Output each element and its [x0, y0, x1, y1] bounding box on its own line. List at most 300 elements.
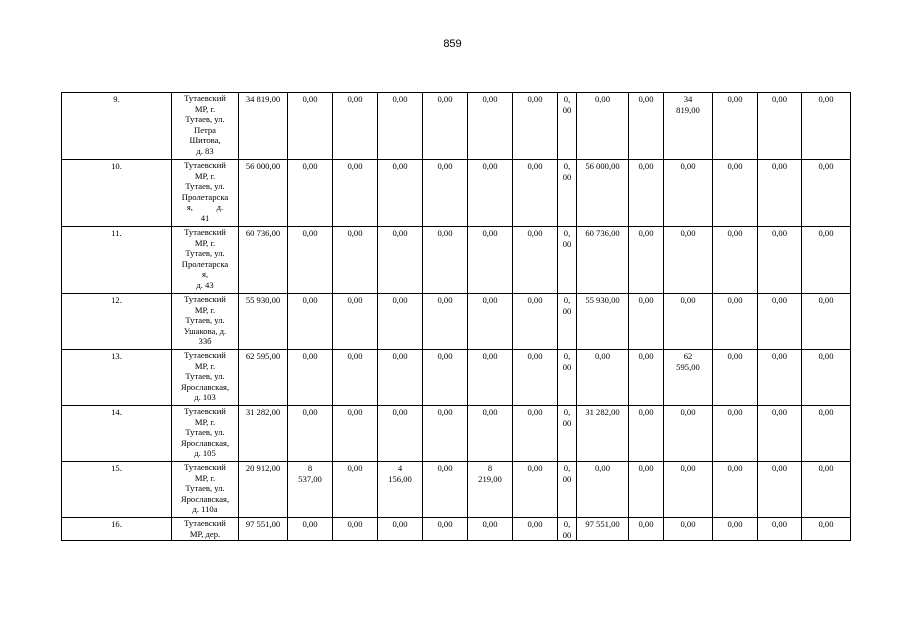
amount-line: 34 819,00 — [245, 94, 281, 104]
amount-cell — [468, 518, 513, 541]
amount-cell — [423, 406, 468, 462]
amount-line: 0,00 — [680, 519, 696, 529]
amount-cell — [629, 518, 664, 541]
amount-cell — [629, 406, 664, 462]
amount-line: 0,00 — [347, 519, 363, 529]
amount-line: 0,00 — [392, 295, 408, 305]
row-number: 14. — [111, 407, 122, 417]
amount-cell — [713, 518, 758, 541]
amount-cell — [333, 160, 378, 227]
amount-line: 219,00 — [478, 473, 502, 484]
amount-line: 0,00 — [594, 351, 611, 361]
amount-cell — [423, 227, 468, 294]
row-number-cell — [62, 160, 172, 227]
amount-cell — [333, 462, 378, 518]
amount-cell — [513, 227, 558, 294]
amount-line: 0, — [563, 94, 571, 104]
amount-cell — [333, 227, 378, 294]
amount-line: 0,00 — [818, 407, 834, 417]
amount-cell — [378, 518, 423, 541]
address-cell — [172, 294, 239, 350]
amount-line: 0,00 — [437, 351, 453, 361]
amount-line: 0,00 — [392, 94, 408, 104]
amount-line: 4 — [397, 463, 403, 473]
amount-cell — [513, 160, 558, 227]
amount-line: 60 736,00 — [585, 228, 620, 238]
amount-line: 156,00 — [388, 473, 412, 484]
amount-line: 0,00 — [727, 519, 743, 529]
amount-cell — [558, 350, 577, 406]
amount-line: 0,00 — [638, 295, 654, 305]
amount-cell — [713, 294, 758, 350]
row-number: 9. — [113, 94, 120, 104]
amount-cell — [629, 93, 664, 160]
amount-line: 0,00 — [347, 407, 363, 417]
table-row — [62, 227, 851, 294]
address-cell — [172, 518, 239, 541]
amount-line: 8 — [487, 463, 493, 473]
amount-cell — [713, 462, 758, 518]
amount-line: 55 930,00 — [585, 295, 620, 305]
address-line: Пролетарска — [181, 191, 229, 202]
amount-cell — [239, 462, 288, 518]
address-line: Ушакова, д. — [183, 325, 227, 336]
amount-line: 0, — [563, 295, 571, 305]
amount-cell — [468, 93, 513, 160]
amount-line: 0,00 — [638, 519, 654, 529]
amount-cell — [333, 406, 378, 462]
amount-cell — [664, 294, 713, 350]
amount-cell — [558, 160, 577, 227]
amount-cell — [577, 160, 629, 227]
amount-cell — [664, 350, 713, 406]
amount-cell — [239, 350, 288, 406]
amount-line: 0,00 — [527, 228, 543, 238]
amount-cell — [577, 406, 629, 462]
address-line: Тутаев, ул. — [185, 114, 225, 125]
amount-line: 0,00 — [392, 161, 408, 171]
address-line: д. 105 — [194, 448, 216, 459]
amount-cell — [513, 350, 558, 406]
amount-line: 0,00 — [482, 407, 498, 417]
amount-line: 97 551,00 — [245, 519, 281, 529]
amount-cell — [378, 227, 423, 294]
address-line: Тутаев, ул. — [185, 483, 225, 494]
amount-cell — [629, 462, 664, 518]
amount-line: 0,00 — [771, 351, 788, 361]
amount-line: 0,00 — [392, 228, 408, 238]
amount-line: 0,00 — [302, 94, 318, 104]
amount-line: 0,00 — [771, 519, 788, 529]
amount-cell — [378, 406, 423, 462]
amount-cell — [558, 462, 577, 518]
amount-cell — [802, 294, 851, 350]
amount-cell — [802, 227, 851, 294]
amount-line: 0,00 — [482, 228, 498, 238]
amount-cell — [513, 518, 558, 541]
amount-line: 0,00 — [482, 94, 498, 104]
row-number: 10. — [111, 161, 122, 171]
amount-cell — [468, 350, 513, 406]
address-line: Тутаев, ул. — [185, 181, 225, 192]
amount-line: 0,00 — [437, 228, 453, 238]
amount-cell — [758, 227, 802, 294]
address-cell — [172, 462, 239, 518]
amount-line: 0,00 — [527, 463, 543, 473]
table-row — [62, 294, 851, 350]
address-line: д. 83 — [196, 145, 214, 156]
amount-line: 0,00 — [437, 463, 453, 473]
amount-line: 00 — [562, 171, 572, 182]
table-row — [62, 462, 851, 518]
address-line: МР, дер. — [189, 528, 221, 539]
amount-line: 0,00 — [818, 463, 834, 473]
amount-cell — [664, 462, 713, 518]
amount-cell — [288, 406, 333, 462]
amount-cell — [333, 93, 378, 160]
amount-line: 31 282,00 — [245, 407, 281, 417]
address-cell — [172, 227, 239, 294]
amount-cell — [758, 350, 802, 406]
amount-line: 34 — [683, 94, 693, 104]
amount-cell — [713, 93, 758, 160]
amount-line: 595,00 — [676, 361, 700, 372]
amount-line: 60 736,00 — [245, 228, 281, 238]
page-number: 859 — [443, 38, 462, 50]
amount-cell — [713, 406, 758, 462]
amount-line: 0,00 — [527, 161, 543, 171]
amount-cell — [423, 462, 468, 518]
amount-line: 0,00 — [638, 463, 654, 473]
amount-cell — [423, 294, 468, 350]
address-cell — [172, 406, 239, 462]
amount-cell — [239, 406, 288, 462]
amount-cell — [378, 462, 423, 518]
amount-line: 0,00 — [638, 161, 654, 171]
amount-line: 0,00 — [527, 94, 543, 104]
amount-line: 00 — [562, 305, 572, 316]
amount-line: 56 000,00 — [585, 161, 620, 171]
amount-line: 0,00 — [680, 295, 696, 305]
amount-line: 0,00 — [392, 519, 408, 529]
address-line: Тутаевский — [184, 227, 226, 237]
amount-line: 0,00 — [527, 295, 543, 305]
amount-cell — [664, 227, 713, 294]
row-number: 11. — [111, 228, 122, 238]
row-number-cell — [62, 227, 172, 294]
amount-line: 819,00 — [676, 104, 700, 115]
amount-line: 0, — [563, 519, 571, 529]
amount-line: 0, — [563, 407, 571, 417]
amount-line: 0,00 — [482, 161, 498, 171]
amount-line: 537,00 — [298, 473, 322, 484]
address-line: я, д. — [186, 202, 224, 213]
amount-line: 0, — [563, 463, 571, 473]
address-cell — [172, 93, 239, 160]
row-number: 13. — [111, 351, 122, 361]
amount-line: 0,00 — [818, 94, 834, 104]
amount-line: 0, — [563, 161, 571, 171]
amount-cell — [558, 518, 577, 541]
amount-cell — [378, 160, 423, 227]
amount-cell — [664, 406, 713, 462]
amount-cell — [802, 93, 851, 160]
amount-line: 0,00 — [638, 94, 654, 104]
row-number: 16. — [111, 519, 122, 529]
amount-cell — [802, 462, 851, 518]
amount-cell — [513, 406, 558, 462]
amount-cell — [288, 93, 333, 160]
amount-cell — [629, 294, 664, 350]
amount-cell — [558, 406, 577, 462]
amount-line: 0,00 — [680, 407, 696, 417]
address-line: Тутаевский — [184, 462, 226, 472]
amount-line: 97 551,00 — [585, 519, 620, 529]
amount-line: 0,00 — [818, 519, 834, 529]
amount-cell — [558, 93, 577, 160]
amount-line: 0,00 — [771, 295, 788, 305]
amount-cell — [468, 160, 513, 227]
row-number: 12. — [111, 295, 122, 305]
amount-line: 0,00 — [392, 351, 408, 361]
amount-cell — [713, 350, 758, 406]
amount-line: 0,00 — [638, 407, 654, 417]
amount-line: 0,00 — [302, 228, 318, 238]
amount-line: 0,00 — [437, 161, 453, 171]
amount-cell — [577, 350, 629, 406]
address-line: Тутаевский — [184, 93, 226, 103]
row-number: 15. — [111, 463, 122, 473]
amount-line: 62 — [683, 351, 693, 361]
amount-line: 0,00 — [638, 351, 654, 361]
table-row — [62, 160, 851, 227]
amount-cell — [758, 462, 802, 518]
amount-line: 62 595,00 — [245, 351, 281, 361]
amount-line: 0,00 — [437, 407, 453, 417]
amount-cell — [288, 294, 333, 350]
address-line: Тутаевский — [184, 294, 226, 304]
amount-cell — [239, 227, 288, 294]
amount-line: 31 282,00 — [585, 407, 620, 417]
amount-line: 0,00 — [771, 463, 788, 473]
amount-line: 0,00 — [771, 94, 788, 104]
amount-line: 0,00 — [302, 161, 318, 171]
address-line: МР, г. — [194, 170, 216, 181]
address-line: МР, г. — [194, 237, 216, 248]
address-line: Тутаев, ул. — [185, 248, 225, 259]
amount-cell — [577, 93, 629, 160]
amount-line: 0,00 — [482, 519, 498, 529]
amount-line: 0,00 — [347, 463, 363, 473]
address-line: я, — [201, 269, 209, 280]
amount-line: 0,00 — [818, 161, 834, 171]
amount-cell — [513, 93, 558, 160]
amount-line: 0,00 — [437, 519, 453, 529]
amount-cell — [758, 160, 802, 227]
address-cell — [172, 350, 239, 406]
row-number-cell — [62, 462, 172, 518]
row-number-cell — [62, 406, 172, 462]
amount-cell — [513, 294, 558, 350]
amount-line: 0,00 — [727, 407, 743, 417]
address-line: Петра — [194, 124, 216, 135]
address-line: д. 103 — [194, 392, 216, 403]
amount-cell — [468, 227, 513, 294]
amount-line: 0,00 — [818, 295, 834, 305]
amount-line: 0,00 — [771, 161, 788, 171]
address-line: Ярославская, — [180, 493, 230, 504]
address-line: 33б — [198, 336, 212, 347]
address-line: Ярославская, — [180, 437, 230, 448]
amount-cell — [333, 350, 378, 406]
amount-cell — [468, 462, 513, 518]
amount-line: 00 — [562, 417, 572, 428]
address-line: Тутаевский — [184, 406, 226, 416]
amount-line: 8 — [307, 463, 313, 473]
address-line: Тутаевский — [184, 350, 226, 360]
amount-cell — [713, 227, 758, 294]
amount-line: 0,00 — [347, 161, 363, 171]
amount-cell — [577, 518, 629, 541]
address-line: МР, г. — [194, 472, 216, 483]
amount-cell — [758, 406, 802, 462]
amount-line: 0,00 — [347, 228, 363, 238]
address-line: Тутаев, ул. — [185, 315, 225, 326]
amount-cell — [758, 294, 802, 350]
row-number-cell — [62, 518, 172, 541]
amount-line: 0, — [563, 228, 571, 238]
amount-line: 56 000,00 — [245, 161, 281, 171]
amount-line: 0,00 — [727, 295, 743, 305]
amount-line: 00 — [562, 361, 572, 372]
row-number-cell — [62, 93, 172, 160]
amount-cell — [558, 227, 577, 294]
amount-line: 0,00 — [727, 351, 743, 361]
amount-cell — [577, 227, 629, 294]
amount-cell — [288, 160, 333, 227]
amount-line: 0,00 — [594, 463, 611, 473]
amount-line: 0,00 — [638, 228, 654, 238]
row-number-cell — [62, 350, 172, 406]
amount-cell — [468, 406, 513, 462]
amount-line: 0,00 — [437, 295, 453, 305]
amount-line: 0,00 — [680, 161, 696, 171]
amount-cell — [288, 227, 333, 294]
amount-line: 0,00 — [302, 351, 318, 361]
amount-line: 00 — [562, 104, 572, 115]
amount-line: 0,00 — [302, 295, 318, 305]
amount-cell — [423, 350, 468, 406]
amount-cell — [802, 406, 851, 462]
amount-cell — [423, 518, 468, 541]
amount-line: 0,00 — [482, 351, 498, 361]
amount-line: 0,00 — [482, 295, 498, 305]
amount-cell — [513, 462, 558, 518]
amount-line: 0,00 — [680, 463, 696, 473]
amount-line: 0,00 — [527, 351, 543, 361]
amount-line: 0,00 — [727, 161, 743, 171]
amount-line: 0,00 — [771, 407, 788, 417]
address-line: МР, г. — [194, 304, 216, 315]
amount-cell — [577, 294, 629, 350]
amount-cell — [629, 227, 664, 294]
address-line: МР, г. — [194, 416, 216, 427]
amount-cell — [664, 160, 713, 227]
amount-cell — [802, 350, 851, 406]
amount-line: 0,00 — [527, 407, 543, 417]
amount-cell — [378, 93, 423, 160]
address-line: Тутаевский — [184, 160, 226, 170]
amount-cell — [629, 160, 664, 227]
amount-cell — [239, 518, 288, 541]
address-line: Ярославская, — [180, 381, 230, 392]
amount-line: 0,00 — [527, 519, 543, 529]
amount-cell — [802, 518, 851, 541]
address-line: д. 110а — [192, 504, 218, 515]
amount-cell — [558, 294, 577, 350]
address-line: д. 43 — [196, 279, 214, 290]
address-line: Шитова, — [189, 135, 221, 146]
amount-line: 0,00 — [818, 228, 834, 238]
amount-line: 00 — [562, 529, 572, 540]
address-line: Тутаев, ул. — [185, 427, 225, 438]
amount-line: 0,00 — [727, 94, 743, 104]
amount-cell — [758, 93, 802, 160]
amount-cell — [468, 294, 513, 350]
address-line: Тутаевский — [184, 518, 226, 528]
address-cell — [172, 160, 239, 227]
address-line: МР, г. — [194, 103, 216, 114]
amount-line: 0,00 — [594, 94, 611, 104]
amount-cell — [239, 294, 288, 350]
amount-cell — [577, 462, 629, 518]
amount-line: 0,00 — [302, 407, 318, 417]
amount-cell — [378, 350, 423, 406]
address-line: Тутаев, ул. — [185, 371, 225, 382]
amount-line: 0,00 — [727, 463, 743, 473]
amount-cell — [664, 93, 713, 160]
amount-line: 0,00 — [392, 407, 408, 417]
amount-line: 0,00 — [347, 94, 363, 104]
amount-cell — [802, 160, 851, 227]
amount-line: 20 912,00 — [245, 463, 281, 473]
amount-cell — [288, 518, 333, 541]
amount-line: 0,00 — [347, 295, 363, 305]
amount-line: 0,00 — [680, 228, 696, 238]
amount-line: 0,00 — [302, 519, 318, 529]
amount-cell — [288, 350, 333, 406]
amount-line: 0,00 — [818, 351, 834, 361]
amount-cell — [664, 518, 713, 541]
amount-cell — [423, 160, 468, 227]
amount-line: 55 930,00 — [245, 295, 281, 305]
amount-line: 0,00 — [437, 94, 453, 104]
amount-cell — [713, 160, 758, 227]
amount-cell — [423, 93, 468, 160]
row-number-cell — [62, 294, 172, 350]
table-row — [62, 93, 851, 160]
amount-line: 0,00 — [347, 351, 363, 361]
amount-line: 00 — [562, 238, 572, 249]
table-row — [62, 518, 851, 541]
address-line: МР, г. — [194, 360, 216, 371]
amount-line: 00 — [562, 473, 572, 484]
address-line: Пролетарска — [181, 258, 229, 269]
table-row — [62, 350, 851, 406]
amount-cell — [758, 518, 802, 541]
amount-cell — [239, 160, 288, 227]
allocation-table — [61, 92, 851, 541]
